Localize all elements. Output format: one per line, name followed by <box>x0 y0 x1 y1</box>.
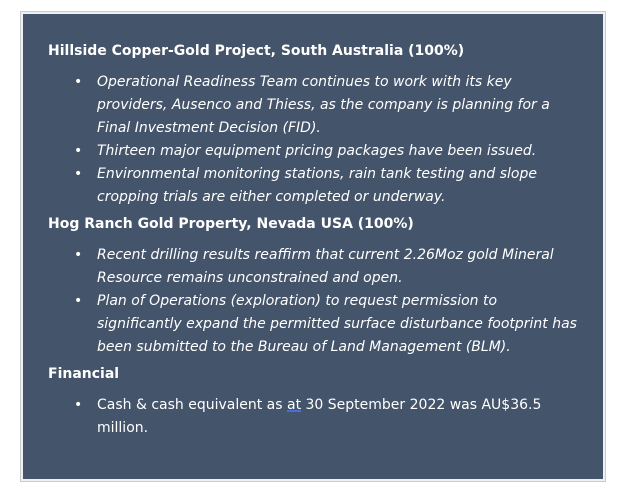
list-item-text-before: Cash & cash equivalent as <box>97 397 287 413</box>
bullet-icon: • <box>74 397 83 413</box>
section-title-hog-ranch: Hog Ranch Gold Property, Nevada USA (100%) <box>48 216 414 232</box>
list-item <box>23 71 603 140</box>
underlined-word: at <box>287 397 302 413</box>
bullet-icon: • <box>74 143 83 159</box>
list-item-text: Environmental monitoring stations, rain tank testing and slope cropping trials are either completed or underway. <box>97 166 537 205</box>
list-item <box>23 290 603 359</box>
list-item <box>23 140 603 163</box>
hog-ranch-list <box>23 244 603 359</box>
section-title-hillside: Hillside Copper-Gold Project, South Australia (100%) <box>48 43 465 59</box>
list-item-text: Recent drilling results reaffirm that current 2.26Moz gold Mineral Resource remains unconstrained and open. <box>97 247 554 286</box>
bullet-icon: • <box>74 74 83 90</box>
list-item <box>23 394 603 440</box>
list-item-text: Operational Readiness Team continues to work with its key providers, Ausenco and Thiess, as the company is planning for a Final Investment Decision (FID). <box>97 74 550 136</box>
section-title-financial: Financial <box>48 366 120 382</box>
summary-box <box>21 12 605 481</box>
bullet-icon: • <box>74 247 83 263</box>
list-item <box>23 244 603 290</box>
bullet-icon: • <box>74 293 83 309</box>
list-item <box>23 163 603 209</box>
financial-list <box>23 394 603 440</box>
list-item-text: Thirteen major equipment pricing packages have been issued. <box>97 143 537 159</box>
list-item-text: Plan of Operations (exploration) to request permission to significantly expand the permitted surface disturbance footprint has been submitted to the Bureau of Land Management (BLM). <box>97 293 577 355</box>
list-item-text-after: 30 September 2022 was AU$36.5 million. <box>97 397 542 436</box>
bullet-icon: • <box>74 166 83 182</box>
hillside-list <box>23 71 603 209</box>
